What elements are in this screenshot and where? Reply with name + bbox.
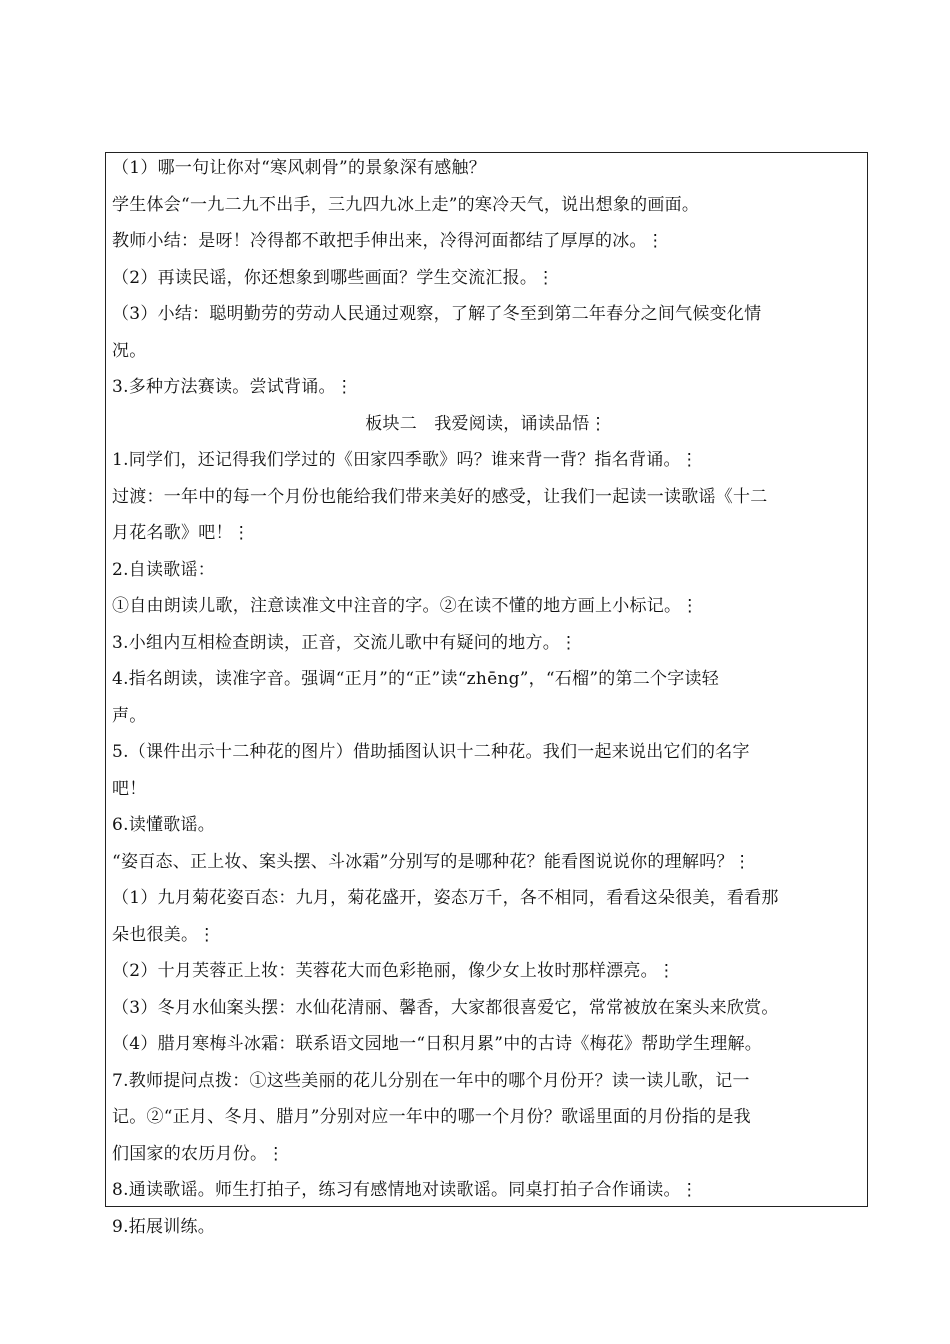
text-line: 过渡：一年中的每一个月份也能给我们带来美好的感受，让我们一起读一读歌谣《十二 xyxy=(112,486,768,507)
text-line: （1）九月菊花姿百态：九月，菊花盛开，姿态万千，各不相同，看看这朵很美，看看那 xyxy=(112,888,779,908)
document-body xyxy=(112,150,860,1245)
text-line: 1.同学们，还记得我们学过的《田家四季歌》吗？谁来背一背？指名背诵。⋮ xyxy=(112,450,698,470)
text-line: 况。 xyxy=(112,340,147,361)
text-line: ①自由朗读儿歌，注意读准文中注音的字。②在读不懂的地方画上小标记。⋮ xyxy=(112,596,699,616)
text-line: 朵也很美。⋮ xyxy=(112,924,216,945)
text-line: （2）再读民谣，你还想象到哪些画面？学生交流汇报。⋮ xyxy=(112,267,555,288)
text-line: “姿百态、正上妆、案头摆、斗冰霜”分别写的是哪种花？能看图说说你的理解吗？⋮ xyxy=(112,851,751,872)
text-line: （1）哪一句让你对“寒风刺骨”的景象深有感触？ xyxy=(112,158,486,178)
text-line: 们国家的农历月份。⋮ xyxy=(112,1143,285,1164)
section-heading: 板块二 我爱阅读，诵读品悟⋮ xyxy=(365,413,607,434)
text-line: 3.小组内互相检查朗读，正音，交流儿歌中有疑问的地方。⋮ xyxy=(112,632,578,653)
text-line: 9.拓展训练。 xyxy=(112,1216,215,1237)
text-line: （2）十月芙蓉正上妆：芙蓉花大而色彩艳丽，像少女上妆时那样漂亮。⋮ xyxy=(112,961,676,981)
text-line: （4）腊月寒梅斗冰霜：联系语文园地一“日积月累”中的古诗《梅花》帮助学生理解。 xyxy=(112,1034,762,1054)
text-line: 教师小结：是呀！冷得都不敢把手伸出来，冷得河面都结了厚厚的冰。⋮ xyxy=(112,231,664,251)
text-line: 吧！ xyxy=(112,778,147,799)
text-line: 月花名歌》吧！⋮ xyxy=(112,523,250,543)
text-line: 7.教师提问点拨：①这些美丽的花儿分别在一年中的哪个月份开？读一读儿歌，记一 xyxy=(112,1070,750,1091)
text-line: 3.多种方法赛读。尝试背诵。⋮ xyxy=(112,377,353,397)
text-line: 5.（课件出示十二种花的图片）借助插图认识十二种花。我们一起来说出它们的名字 xyxy=(112,742,750,762)
text-line: 2.自读歌谣： xyxy=(112,559,215,580)
text-line: 4.指名朗读，读准字音。强调“正月”的“正”读“zhēng”，“石榴”的第二个字读轻 xyxy=(112,669,720,689)
text-line: 声。 xyxy=(112,705,147,726)
text-line: 学生体会“一九二九不出手，三九四九冰上走”的寒冷天气，说出想象的画面。 xyxy=(112,194,700,215)
text-line: （3）小结：聪明勤劳的劳动人民通过观察，了解了冬至到第二年春分之间气候变化情 xyxy=(112,304,762,324)
text-line: 记。②“正月、冬月、腊月”分别对应一年中的哪一个月份？歌谣里面的月份指的是我 xyxy=(112,1107,751,1127)
text-line: （3）冬月水仙案头摆：水仙花清丽、馨香，大家都很喜爱它，常常被放在案头来欣赏。 xyxy=(112,997,779,1018)
text-line: 8.通读歌谣。师生打拍子，练习有感情地对读歌谣。同桌打拍子合作诵读。⋮ xyxy=(112,1180,698,1200)
text-line: 6.读懂歌谣。 xyxy=(112,815,215,835)
